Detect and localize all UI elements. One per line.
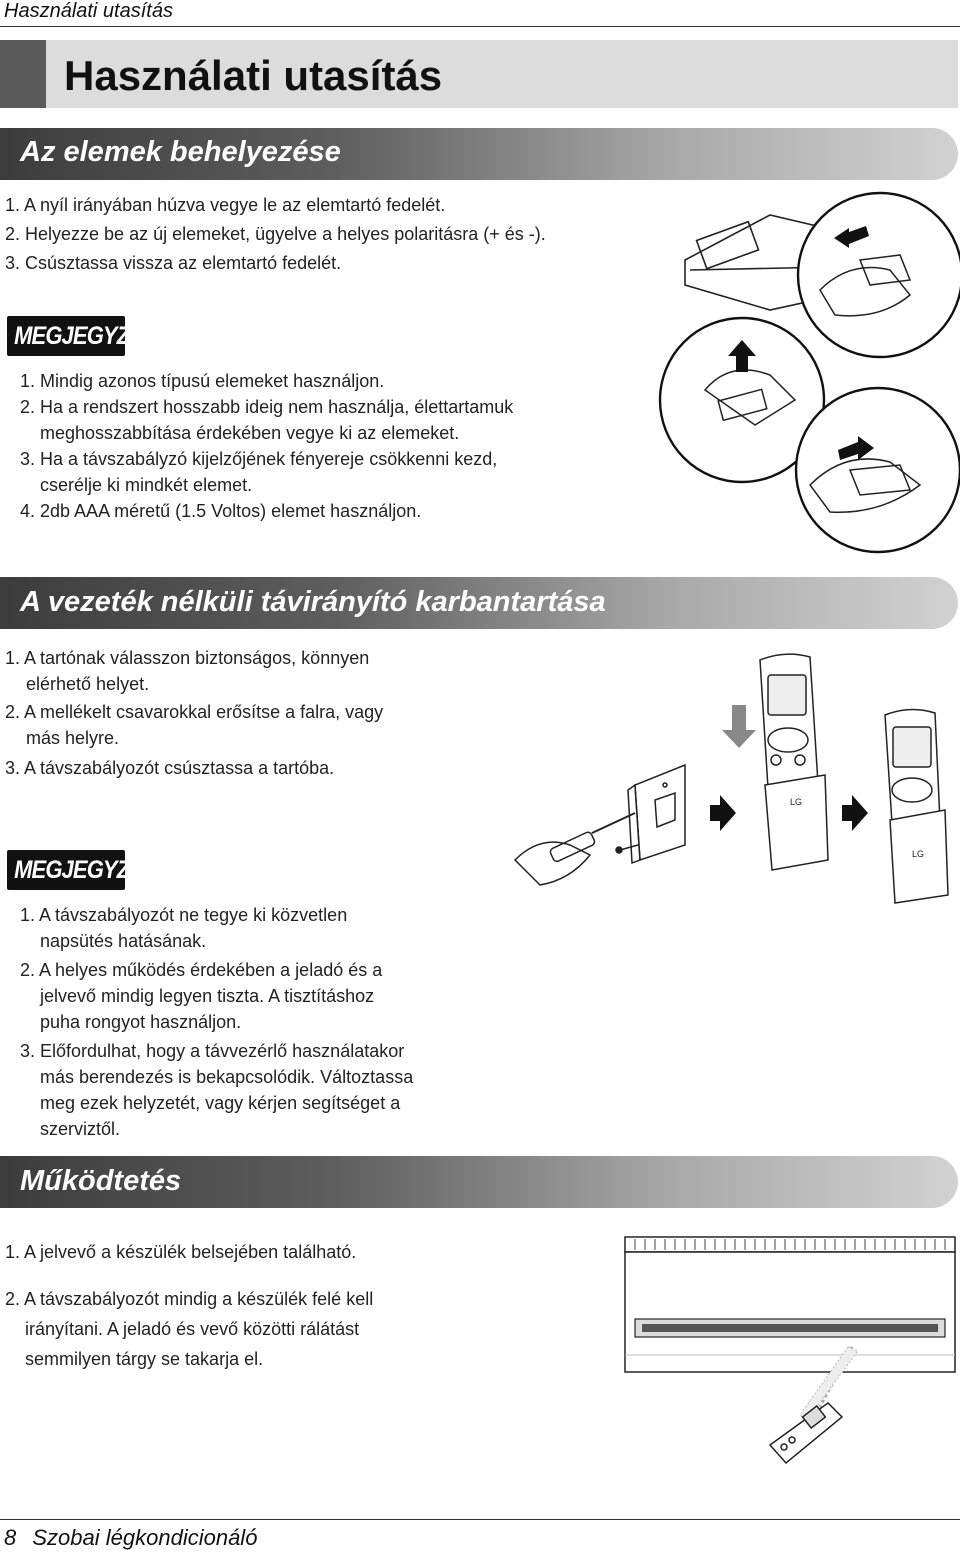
remote-in-holder-icon xyxy=(760,654,828,870)
maintenance-step-1: 1. A tartónak válasszon biztonságos, könnyen xyxy=(5,648,370,668)
footer xyxy=(4,1525,257,1551)
battery-note-2: 2. Ha a rendszert hosszabb ideig nem használja, élettartamuk xyxy=(20,397,514,417)
section-title-batteries: Az elemek behelyezése xyxy=(20,136,341,168)
indoor-unit-illustration xyxy=(620,1235,960,1510)
maintenance-note-2: 2. A helyes működés érdekében a jeladó és a xyxy=(20,960,383,980)
remote-logo-1: LG xyxy=(790,797,803,807)
wall-holder-icon xyxy=(628,765,685,863)
battery-note-2-cont: meghosszabbítása érdekében vegye ki az elemeket. xyxy=(40,423,460,443)
operation-steps xyxy=(5,1238,595,1374)
battery-step-1: 1. A nyíl irányában húzva vegye le az elemtartó fedelét. xyxy=(5,195,446,215)
section-title-operation: Működtetés xyxy=(20,1165,182,1197)
maintenance-note-1: 1. A távszabályozót ne tegye ki közvetlen xyxy=(20,905,348,925)
operation-step-2-cont-a: irányítani. A jeladó és vevő közötti rálátást xyxy=(25,1319,360,1339)
operation-step-1: 1. A jelvevő a készülék belsejében található. xyxy=(5,1242,357,1262)
maintenance-note-3-cont-c: szerviztől. xyxy=(40,1119,121,1139)
maintenance-step-2: 2. A mellékelt csavarokkal erősítse a falra, vagy xyxy=(5,702,384,722)
page-title: Használati utasítás xyxy=(64,52,443,99)
maintenance-note-3-cont-a: más berendezés is bekapcsolódik. Változtassa xyxy=(40,1067,414,1087)
maintenance-note-1-cont: napsütés hatásának. xyxy=(40,931,207,951)
arrow-right-icon-2 xyxy=(842,795,868,831)
screw-icon xyxy=(616,845,638,853)
maintenance-step-3: 3. A távszabályozót csúsztassa a tartóba. xyxy=(5,758,335,778)
arrow-right-icon xyxy=(710,795,736,831)
maintenance-note-2-cont-b: puha rongyot használjon. xyxy=(40,1012,242,1032)
battery-illustration xyxy=(660,200,960,560)
maintenance-step-1-cont: elérhető helyet. xyxy=(26,674,150,694)
maintenance-note-3-cont-b: meg ezek helyzetét, vagy kérjen segítséget a xyxy=(40,1093,401,1113)
operation-step-2-cont-b: semmilyen tárgy se takarja el. xyxy=(25,1349,264,1369)
battery-step-3: 3. Csúsztassa vissza az elemtartó fedelét. xyxy=(5,253,342,273)
arrow-down-icon xyxy=(722,705,756,748)
battery-note-3-cont: cserélje ki mindkét elemet. xyxy=(40,475,253,495)
note-badge-1 xyxy=(7,316,157,356)
remote-in-holder-icon-2 xyxy=(885,709,948,903)
holder-illustration xyxy=(510,645,960,915)
note-label-2: MEGJEGYZÉS xyxy=(14,856,157,884)
maintenance-note-3: 3. Előfordulhat, hogy a távvezérlő használatakor xyxy=(20,1041,405,1061)
maintenance-steps xyxy=(5,645,475,781)
note-badge-2 xyxy=(7,850,157,890)
battery-note-4: 4. 2db AAA méretű (1.5 Voltos) elemet használjon. xyxy=(20,501,422,521)
section-title-maintenance: A vezeték nélküli távirányító karbantartása xyxy=(20,586,606,618)
header-rule xyxy=(0,26,960,27)
battery-notes xyxy=(20,368,660,524)
battery-cover-close-icon xyxy=(796,388,960,552)
page-title-accent xyxy=(0,40,46,108)
remote-logo-2: LG xyxy=(912,849,925,859)
maintenance-note-2-cont-a: jelvevő mindig legyen tiszta. A tisztításhoz xyxy=(40,986,375,1006)
battery-step-2: 2. Helyezze be az új elemeket, ügyelve a helyes polaritásra (+ és -). xyxy=(5,224,546,244)
battery-cover-removal-icon xyxy=(798,193,960,357)
page-footer-title: Szobai légkondicionáló xyxy=(32,1525,258,1550)
battery-note-1: 1. Mindig azonos típusú elemeket használjon. xyxy=(20,371,385,391)
maintenance-notes xyxy=(20,902,490,1142)
operation-step-2: 2. A távszabályozót mindig a készülék felé kell xyxy=(5,1289,374,1309)
air-conditioner-unit-icon xyxy=(625,1237,955,1372)
running-header: Használati utasítás xyxy=(4,0,173,22)
battery-note-3: 3. Ha a távszabályzó kijelzőjének fényereje csökkenni kezd, xyxy=(20,449,498,469)
battery-steps xyxy=(5,191,665,278)
note-label-1: MEGJEGYZÉS xyxy=(14,322,157,350)
footer-rule xyxy=(0,1519,960,1520)
maintenance-step-2-cont: más helyre. xyxy=(26,728,120,748)
page-number: 8 xyxy=(4,1525,17,1550)
